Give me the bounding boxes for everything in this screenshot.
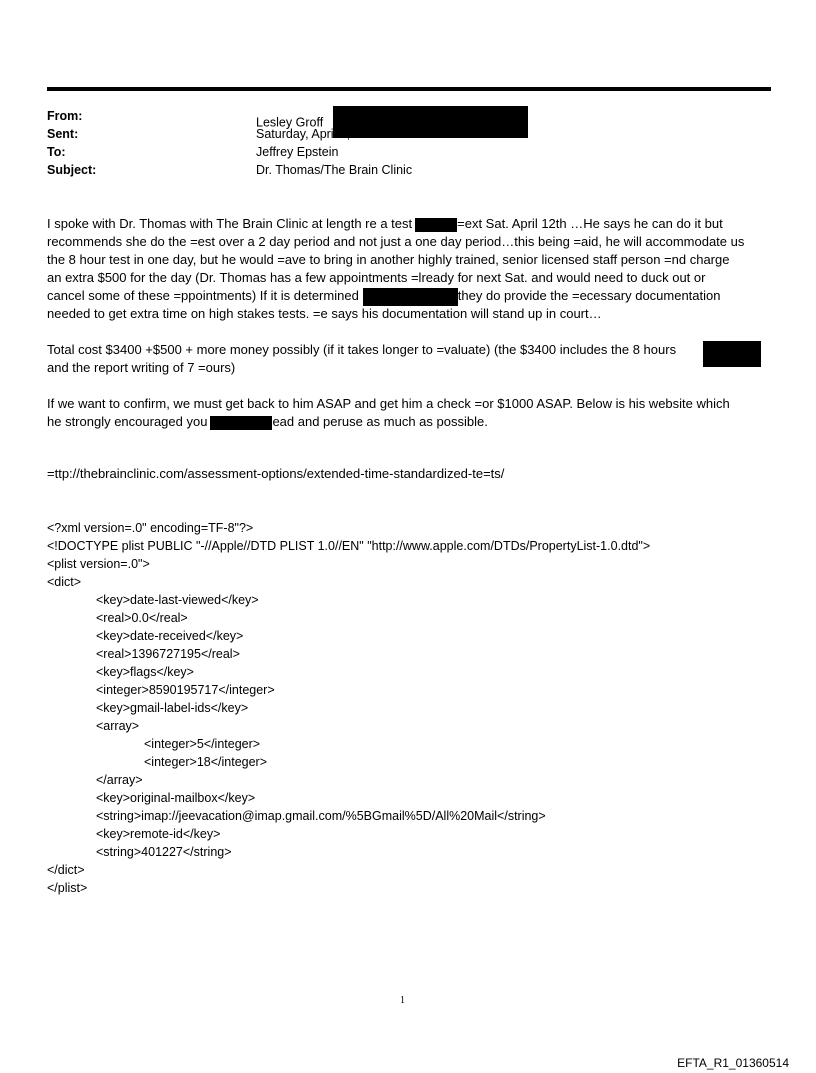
body-line: and the report writing of 7 =ours) — [47, 360, 236, 375]
redaction-box — [363, 288, 458, 306]
body-line: the 8 hour test in one day, but he would =ave to bring in another highly trained, senior licensed staff person =nd charge — [47, 252, 730, 267]
subject-value: Dr. Thomas/The Brain Clinic — [256, 163, 413, 177]
redaction-box — [210, 416, 272, 430]
from-name: Lesley Groff — [256, 115, 324, 130]
body-text: they do provide the =ecessary documentation — [457, 288, 721, 303]
header-rule — [47, 87, 771, 91]
body-text: ead and peruse as much as possible. — [272, 414, 488, 429]
paragraph-3 — [47, 395, 769, 431]
plist-line: <plist version=.0"> — [47, 557, 150, 571]
paragraph-2 — [47, 341, 769, 377]
body-line: needed to get extra time on high stakes tests. =e says his documentation will stand up in court… — [47, 306, 602, 321]
body-text: cancel some of these =ppointments) If it is determined — [47, 288, 359, 303]
sent-label: Sent: — [47, 127, 79, 141]
plist-line: <key>remote-id</key> — [96, 827, 221, 841]
page-number: 1 — [400, 995, 405, 1006]
plist-line: </plist> — [47, 881, 88, 895]
plist-line: <real>1396727195</real> — [96, 647, 240, 661]
plist-line: </dict> — [47, 863, 85, 877]
sent-value: Saturday, April 5, 2014 7:46 PM — [256, 127, 432, 141]
plist-line: <real>0.0</real> — [96, 611, 188, 625]
plist-line: <string>401227</string> — [96, 845, 232, 859]
plist-line: <key>date-last-viewed</key> — [96, 593, 259, 607]
body-line: recommends she do the =est over a 2 day period and not just a one day period…this being =aid, he will accommodate us — [47, 234, 745, 249]
plist-line: </array> — [96, 773, 143, 787]
url-line: =ttp://thebrainclinic.com/assessment-options/extended-time-standardized-te=ts/ — [47, 466, 505, 481]
website-url — [47, 465, 769, 483]
body-line: an extra $500 for the day (Dr. Thomas has a few appointments =lready for next Sat. and would need to duck out or — [47, 270, 706, 285]
to-label: To: — [47, 145, 66, 159]
plist-block — [47, 519, 650, 897]
plist-line: <integer>8590195717</integer> — [96, 683, 275, 697]
plist-line: <!DOCTYPE plist PUBLIC "-//Apple//DTD PLIST 1.0//EN" "http://www.apple.com/DTDs/PropertyList-1.0.dtd"> — [47, 539, 651, 553]
plist-line: <key>date-received</key> — [96, 629, 244, 643]
plist-line: <integer>18</integer> — [144, 755, 268, 769]
document-id: EFTA_R1_01360514 — [677, 1056, 789, 1070]
paragraph-1 — [47, 215, 769, 323]
plist-line: <dict> — [47, 575, 82, 589]
body-text: he strongly encouraged you — [47, 414, 208, 429]
subject-label: Subject: — [47, 163, 97, 177]
body-line — [47, 341, 769, 359]
body-line — [47, 287, 769, 305]
body-line — [47, 413, 769, 431]
plist-line: <string>imap://jeevacation@imap.gmail.com/%5BGmail%5D/All%20Mail</string> — [96, 809, 546, 823]
redaction-box — [415, 218, 457, 232]
plist-line: <key>gmail-label-ids</key> — [96, 701, 249, 715]
body-line: If we want to confirm, we must get back to him ASAP and get him a check =or $1000 ASAP. Below is his website which — [47, 396, 730, 411]
plist-line: <integer>5</integer> — [144, 737, 261, 751]
body-line — [47, 215, 769, 233]
plist-line: <key>flags</key> — [96, 665, 194, 679]
to-value: Jeffrey Epstein — [256, 145, 339, 159]
body-text: =ext Sat. April 12th …He says he can do it but — [457, 216, 723, 231]
plist-line: <?xml version=.0" encoding=TF-8"?> — [47, 521, 254, 535]
plist-line: <key>original-mailbox</key> — [96, 791, 256, 805]
body-text: Total cost $3400 +$500 + more money possibly (if it takes longer to =valuate) (the $3400 includes the 8 hours — [47, 342, 677, 357]
plist-line: <array> — [96, 719, 140, 733]
from-label: From: — [47, 109, 83, 123]
body-text: I spoke with Dr. Thomas with The Brain Clinic at length re a test — [47, 216, 413, 231]
